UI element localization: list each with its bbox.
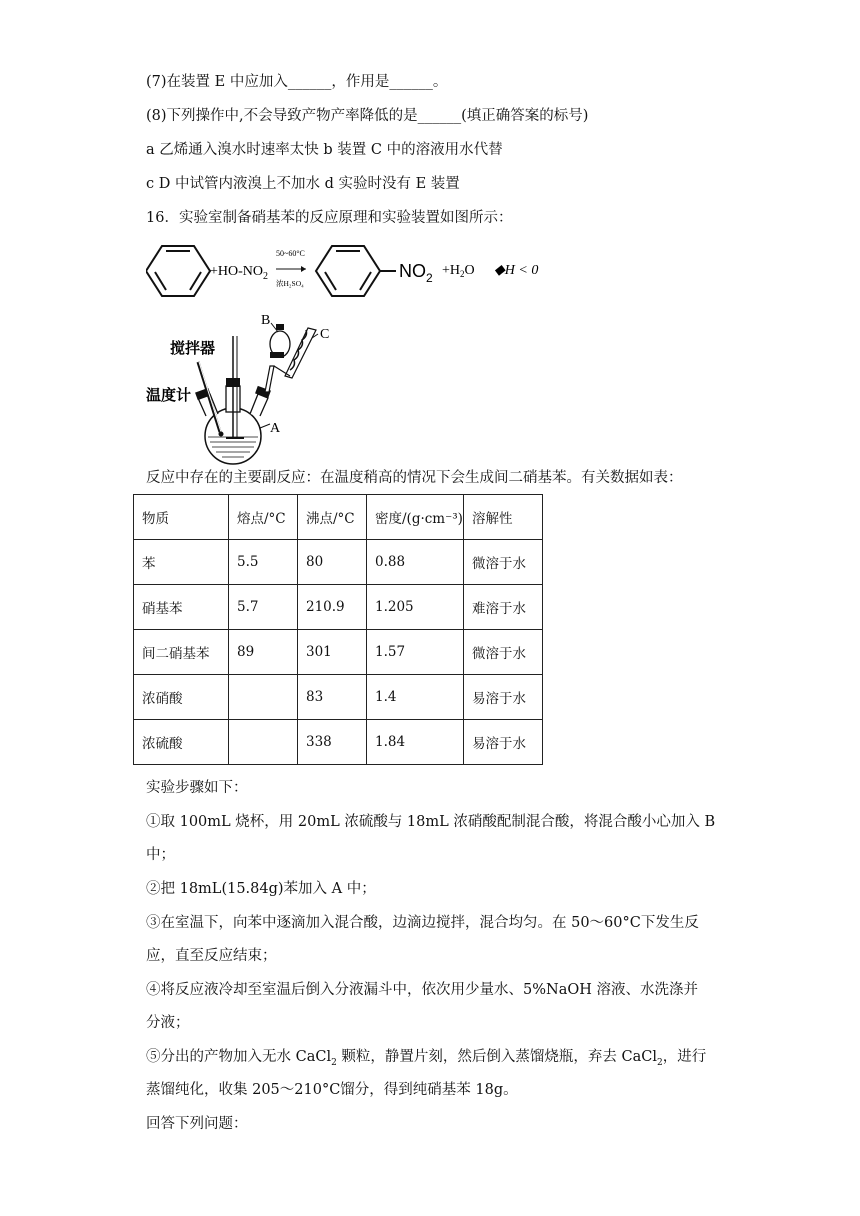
table-cell: 1.205 xyxy=(367,585,464,630)
table-row xyxy=(134,675,543,720)
table-header-cell: 熔点/°C xyxy=(229,495,298,540)
condenser xyxy=(285,328,316,378)
table-cell: 1.57 xyxy=(367,630,464,675)
table-row xyxy=(134,585,543,630)
step-5-line-2: 蒸馏纯化，收集 205～210°C馏分，得到纯硝基苯 18g。 xyxy=(146,1082,518,1098)
table-cell: 微溶于水 xyxy=(464,540,543,585)
table-header-cell: 密度/(g·cm⁻³) xyxy=(367,495,464,540)
step-3-line-1: ③在室温下，向苯中逐滴加入混合酸，边滴边搅拌，混合均匀。在 50～60°C下发生反 xyxy=(146,915,699,931)
label-b: B xyxy=(261,313,271,328)
water-text: $+H_2O$ xyxy=(442,263,475,279)
table-cell xyxy=(229,720,298,765)
table-cell: 0.88 xyxy=(367,540,464,585)
table-header-cell: 沸点/°C xyxy=(298,495,367,540)
table-cell: 301 xyxy=(298,630,367,675)
reaction-equation xyxy=(146,244,566,298)
table-cell xyxy=(229,675,298,720)
table-row xyxy=(134,540,543,585)
table-cell: 苯 xyxy=(134,540,229,585)
steps-title: 实验步骤如下： xyxy=(146,780,248,796)
question-8: (8)下列操作中,不会导致产物产率降低的是______(填正确答案的标号) xyxy=(146,108,589,124)
table-cell: 5.5 xyxy=(229,540,298,585)
table-cell: 80 xyxy=(298,540,367,585)
table-header-cell: 溶解性 xyxy=(464,495,543,540)
condition-bottom: 浓H₂SO₄ xyxy=(276,279,304,288)
step-1-line-1: ①取 100mL 烧杯，用 20mL 浓硫酸与 18mL 浓硝酸配制混合酸，将混合酸小心加入 B xyxy=(146,814,716,830)
table-cell: 难溶于水 xyxy=(464,585,543,630)
condition-top: 50~60°C xyxy=(276,249,305,258)
step-1-line-2: 中； xyxy=(146,847,175,863)
label-c: C xyxy=(320,327,330,342)
table-cell: 间二硝基苯 xyxy=(134,630,229,675)
table-cell: 易溶于水 xyxy=(464,675,543,720)
table-cell: 1.84 xyxy=(367,720,464,765)
step-4-line-1: ④将反应液冷却至室温后倒入分液漏斗中，依次用少量水、5%NaOH 溶液、水洗涤并 xyxy=(146,982,698,998)
answer-prompt: 回答下列问题： xyxy=(146,1116,248,1132)
question-16: 16．实验室制备硝基苯的反应原理和实验装置如图所示： xyxy=(146,210,513,226)
label-a: A xyxy=(270,421,281,436)
question-7: (7)在装置 E 中应加入______，作用是______。 xyxy=(146,74,448,90)
table-cell: 5.7 xyxy=(229,585,298,630)
table-cell: 338 xyxy=(298,720,367,765)
step-4-line-2: 分液； xyxy=(146,1015,190,1031)
benzene-ring-reactant xyxy=(146,246,210,296)
apparatus-diagram xyxy=(140,306,340,466)
arrow-head-icon xyxy=(301,266,306,272)
table-cell: 硝基苯 xyxy=(134,585,229,630)
table-cell: 浓硝酸 xyxy=(134,675,229,720)
product-text: $NO_2$ xyxy=(399,261,433,285)
reagent-text: $+HO-NO_2$ xyxy=(210,264,268,282)
label-stirrer: 搅拌器 xyxy=(170,339,216,357)
table-cell: 210.9 xyxy=(298,585,367,630)
data-table xyxy=(133,494,543,765)
table-cell: 浓硫酸 xyxy=(134,720,229,765)
options-ab: a 乙烯通入溴水时速率太快 b 装置 C 中的溶液用水代替 xyxy=(146,142,503,158)
table-row xyxy=(134,630,543,675)
side-reaction-text: 反应中存在的主要副反应：在温度稍高的情况下会生成间二硝基苯。有关数据如表： xyxy=(146,470,683,486)
table-cell: 83 xyxy=(298,675,367,720)
step-5-line-1: ⑤分出的产物加入无水 CaCl$_2$ 颗粒，静置片刻，然后倒入蒸馏烧瓶，弃去 CaCl$_2$，进行 xyxy=(146,1049,707,1068)
table-cell: 89 xyxy=(229,630,298,675)
table-row xyxy=(134,720,543,765)
benzene-ring-product xyxy=(316,246,396,296)
step-3-line-2: 应，直至反应结束； xyxy=(146,948,277,964)
table-cell: 微溶于水 xyxy=(464,630,543,675)
enthalpy-text: ◆H < 0 xyxy=(494,263,539,278)
step-2: ②把 18mL(15.84g)苯加入 A 中； xyxy=(146,881,376,897)
table-cell: 易溶于水 xyxy=(464,720,543,765)
table-header-cell: 物质 xyxy=(134,495,229,540)
options-cd: c D 中试管内液溴上不加水 d 实验时没有 E 装置 xyxy=(146,176,460,192)
table-header-row xyxy=(134,495,543,540)
label-thermometer: 温度计 xyxy=(146,386,192,404)
table-cell: 1.4 xyxy=(367,675,464,720)
